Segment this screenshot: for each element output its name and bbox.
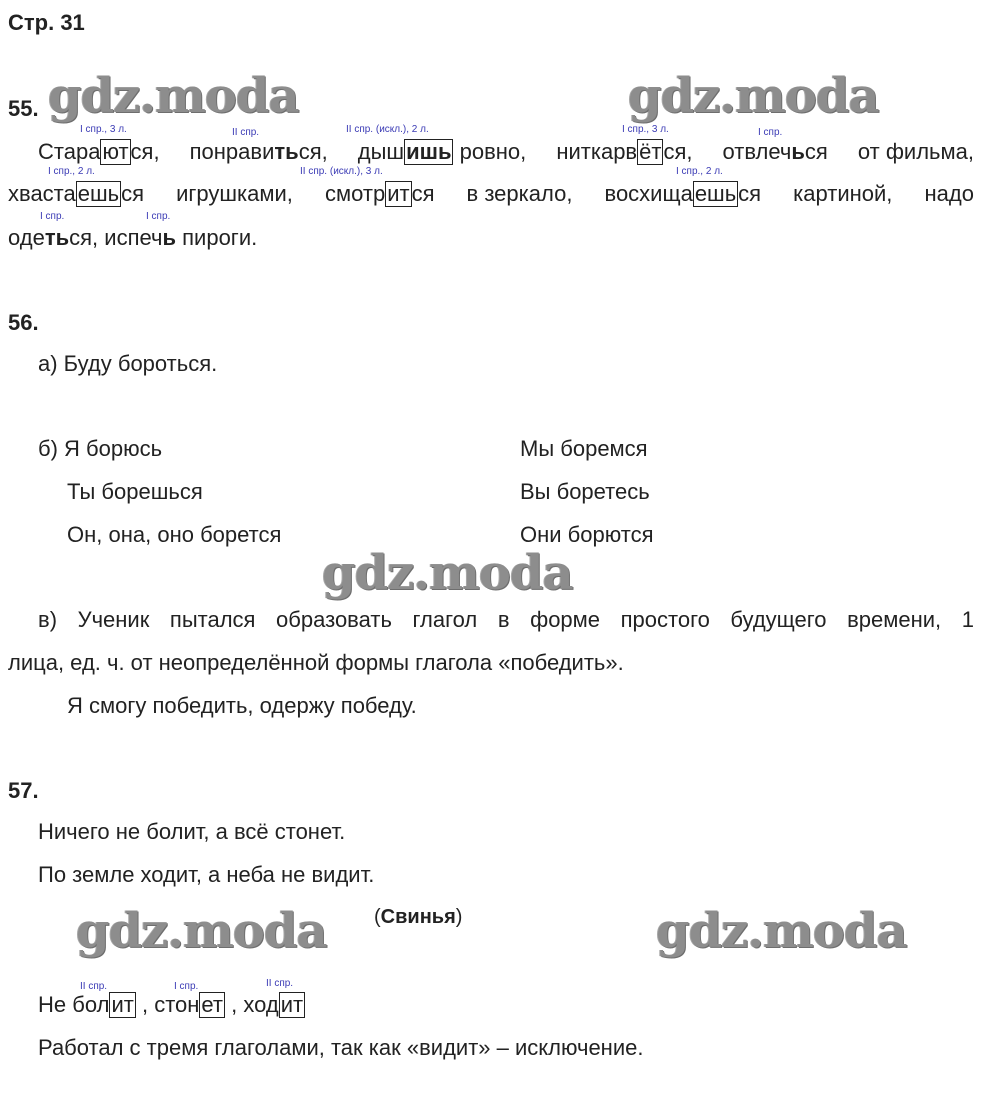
page-label: Стр. 31 [8,10,85,35]
ending-box: ит [280,992,304,1017]
exercise-number: 55. [8,96,39,121]
word: смотрится [324,181,435,206]
word: игрушками, [176,181,293,206]
word: отвлечься [722,139,828,164]
conjugation-left: б) Я борюсь [38,436,163,461]
word: в зеркало, [466,181,573,206]
word: картиной, [793,181,893,206]
ending-box: ит [387,181,410,206]
grammar-label: II спр. (искл.), 3 л. [300,166,383,177]
riddle-answer: (Свинья) [374,906,463,928]
ending-box: ёт [639,139,662,164]
conjugation-left: Ты борешься [67,479,203,504]
ending-box: ет [201,992,224,1017]
verb-list: Не болит , стонет , ходит [38,992,304,1017]
conjugation-right: Они борются [520,522,654,547]
grammar-label: I спр., 2 л. [48,166,95,177]
grammar-label: I спр. [40,211,65,222]
riddle-line: По земле ходит, а неба не видит. [38,862,375,887]
word: хвастаешься [8,181,145,206]
ending-box: ют [102,139,129,164]
grammar-label: I спр. [174,981,199,992]
word: восхищаешься [604,181,762,206]
grammar-label: II спр. [266,978,294,989]
grammar-label: II спр. [80,981,108,992]
ending-box: ишь [406,139,452,164]
exercise-line: одеться, испечь пироги. [8,225,258,250]
answer-v: лица, ед. ч. от неопределённой формы глагола «победить». [8,650,624,675]
word: ниткарвётся, [556,139,693,164]
watermark: gdz.moda [656,903,907,959]
grammar-label: I спр. [146,211,171,222]
word: дышишь ровно, [357,139,527,164]
exercise-number: 57. [8,778,39,803]
exercise-line [8,180,974,208]
ending-box: ешь [77,181,120,206]
word: понравиться, [189,139,328,164]
word: Стараются, [38,139,160,164]
grammar-label: II спр. [232,127,260,138]
grammar-label: II спр. (искл.), 2 л. [346,124,429,135]
conclusion: Работал с тремя глаголами, так как «видит» – исключение. [38,1035,644,1060]
watermark: gdz.moda [76,903,327,959]
watermark: gdz.moda [628,68,879,124]
grammar-label: I спр., 3 л. [80,124,127,135]
grammar-label: I спр., 3 л. [622,124,669,135]
conjugation-right: Вы боретесь [520,479,650,504]
answer-v: Я смогу победить, одержу победу. [67,693,417,718]
conjugation-left: Он, она, оно борется [67,522,282,547]
grammar-label: I спр., 2 л. [676,166,723,177]
ending-box: ешь [694,181,737,206]
answer-a: а) Буду бороться. [38,351,218,376]
word: надо [924,181,974,206]
conjugation-right: Мы боремся [520,436,648,461]
exercise-line [38,138,974,166]
ending-box: ит [111,992,134,1017]
word: от фильма, [857,139,974,164]
answer-v: в) Ученик пытался образовать глагол в форме простого будущего времени, 1 [38,607,974,632]
watermark: gdz.moda [322,545,573,601]
exercise-number: 56. [8,310,39,335]
grammar-label: I спр. [758,127,783,138]
watermark: gdz.moda [48,68,299,124]
riddle-line: Ничего не болит, а всё стонет. [38,819,346,844]
